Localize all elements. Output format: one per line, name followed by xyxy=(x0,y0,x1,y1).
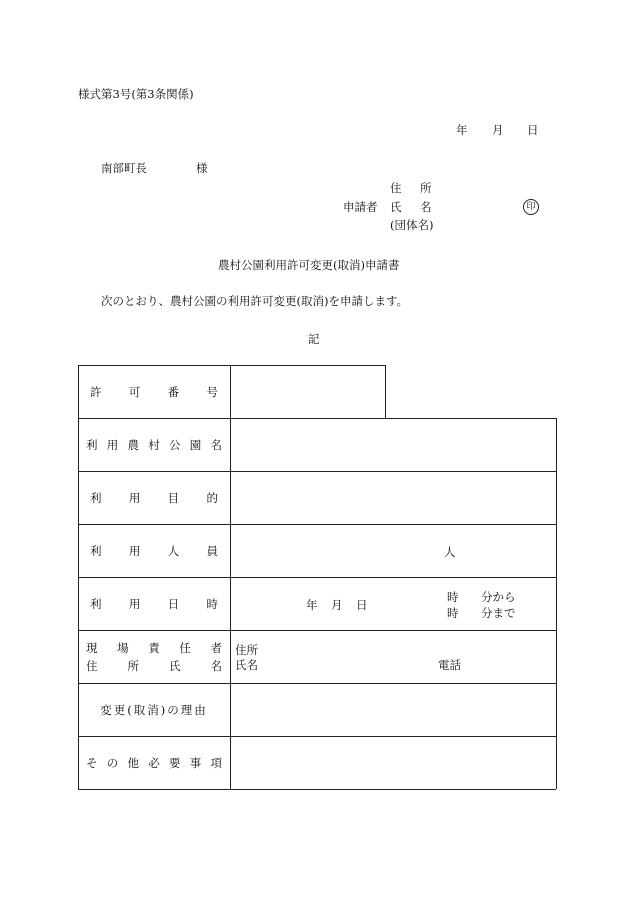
applicant-org: (団体名) xyxy=(390,218,434,232)
time-to-hour: 時 xyxy=(447,606,459,620)
label-other: そ の 他 必 要 事 項 xyxy=(86,755,222,770)
applicant-address-char-2: 所 xyxy=(420,181,432,195)
addressee-name: 南部町長 xyxy=(101,161,147,175)
date-month-label: 月 xyxy=(331,598,343,612)
date-day: 日 xyxy=(527,123,539,137)
time-from-minute: 分から xyxy=(481,590,516,604)
time-to-minute: 分まで xyxy=(481,606,516,620)
label-reason: 変更(取消)の理由 xyxy=(100,702,208,717)
date-month: 月 xyxy=(492,123,504,137)
label-park-name: 利 用 農 村 公 園 名 xyxy=(86,437,222,452)
time-from-hour: 時 xyxy=(447,590,459,604)
manager-phone-label: 電話 xyxy=(438,658,461,672)
date-day-label: 日 xyxy=(356,598,368,612)
applicant-role: 申請者 xyxy=(343,200,378,214)
document-title: 農村公園利用許可変更(取消)申請書 xyxy=(218,258,400,272)
form-number: 様式第3号(第3条関係) xyxy=(78,87,194,101)
people-unit: 人 xyxy=(444,545,456,559)
addressee-honorific: 様 xyxy=(196,161,208,175)
applicant-address-char-1: 住 xyxy=(390,181,402,195)
label-permit-number: 許 可 番 号 xyxy=(90,384,218,399)
date-year-label: 年 xyxy=(306,598,318,612)
applicant-name-char-2: 名 xyxy=(420,200,432,214)
label-people: 利 用 人 員 xyxy=(90,543,218,558)
seal-mark: 印 xyxy=(523,199,539,215)
manager-name-label: 氏名 xyxy=(235,658,258,672)
label-site-manager: 現 場 責 任 者 住 所 氏 名 xyxy=(86,640,222,673)
intro-text: 次のとおり、農村公園の利用許可変更(取消)を申請します。 xyxy=(101,294,409,308)
label-datetime: 利 用 日 時 xyxy=(90,596,218,611)
applicant-name-char-1: 氏 xyxy=(390,200,402,214)
date-year: 年 xyxy=(456,123,468,137)
label-purpose: 利 用 目 的 xyxy=(90,490,218,505)
manager-address-label: 住所 xyxy=(235,643,258,657)
ki-mark: 記 xyxy=(308,332,320,346)
